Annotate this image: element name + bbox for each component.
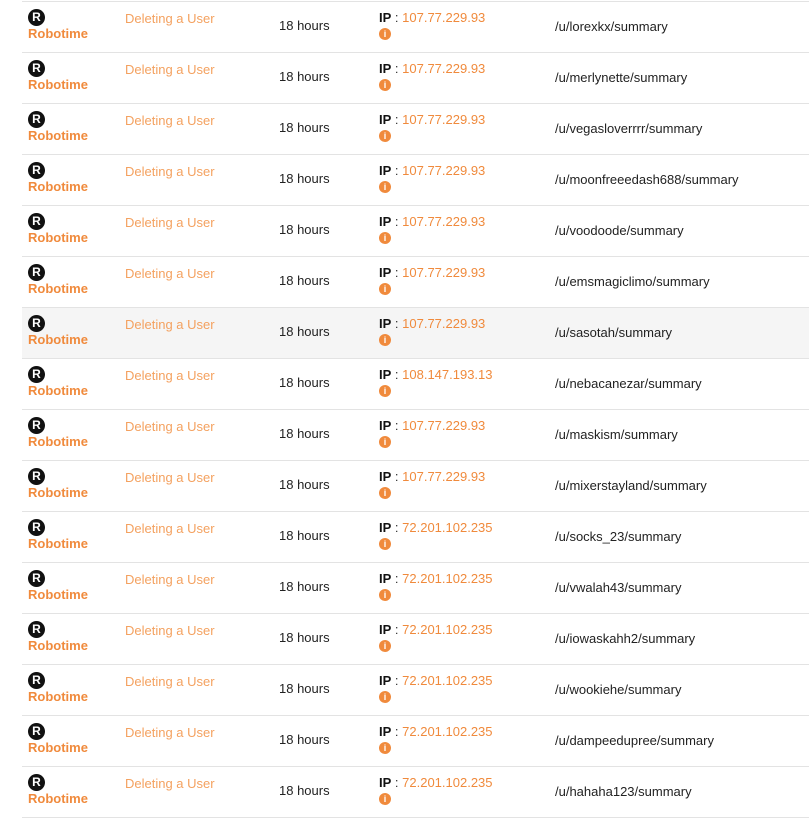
ip-address-link[interactable]: 107.77.229.93 — [402, 265, 486, 280]
info-icon[interactable]: i — [379, 691, 391, 703]
table-row — [22, 155, 809, 206]
action-link[interactable]: Deleting a User — [125, 623, 215, 638]
action-link[interactable]: Deleting a User — [125, 11, 215, 26]
ip-address-link[interactable]: 107.77.229.93 — [402, 112, 486, 127]
ip-address-link[interactable]: 108.147.193.13 — [402, 367, 493, 382]
actor-cell — [28, 570, 118, 602]
ip-cell: IP : 107.77.229.93 i — [379, 163, 486, 192]
ip-label: IP — [379, 673, 392, 688]
ip-cell: IP : 72.201.102.235 i — [379, 520, 493, 549]
time-ago: 18 hours — [279, 681, 330, 696]
user-summary-url[interactable]: /u/sasotah/summary — [555, 325, 673, 340]
robotime-logo-icon: R — [28, 213, 45, 230]
table-body — [22, 2, 809, 818]
time-ago: 18 hours — [279, 171, 330, 186]
ip-address-link[interactable]: 107.77.229.93 — [402, 316, 486, 331]
time-ago: 18 hours — [279, 630, 330, 645]
info-icon[interactable]: i — [379, 385, 391, 397]
actor-cell — [28, 723, 118, 755]
ip-label: IP — [379, 61, 392, 76]
actor-cell — [28, 774, 118, 806]
ip-cell: IP : 107.77.229.93 i — [379, 418, 486, 447]
robotime-logo-icon: R — [28, 774, 45, 791]
time-ago: 18 hours — [279, 732, 330, 747]
time-ago: 18 hours — [279, 426, 330, 441]
ip-cell: IP : 107.77.229.93 i — [379, 10, 486, 39]
ip-address-link[interactable]: 72.201.102.235 — [402, 622, 493, 637]
info-icon[interactable]: i — [379, 181, 391, 193]
ip-label: IP — [379, 214, 392, 229]
actor-cell — [28, 366, 118, 398]
info-icon[interactable]: i — [379, 793, 391, 805]
user-summary-url[interactable]: /u/vwalah43/summary — [555, 580, 682, 595]
actor-name: Robotime — [28, 128, 88, 143]
ip-label: IP — [379, 571, 392, 586]
info-icon[interactable]: i — [379, 436, 391, 448]
ip-label: IP — [379, 316, 392, 331]
actor-name: Robotime — [28, 689, 88, 704]
actor-name: Robotime — [28, 791, 88, 806]
info-icon[interactable]: i — [379, 232, 391, 244]
user-summary-url[interactable]: /u/wookiehe/summary — [555, 682, 682, 697]
robotime-logo-icon: R — [28, 672, 45, 689]
ip-cell: IP : 107.77.229.93 i — [379, 469, 486, 498]
ip-address-link[interactable]: 72.201.102.235 — [402, 673, 493, 688]
info-icon[interactable]: i — [379, 283, 391, 295]
action-link[interactable]: Deleting a User — [125, 317, 215, 332]
action-link[interactable]: Deleting a User — [125, 572, 215, 587]
time-ago: 18 hours — [279, 528, 330, 543]
action-link[interactable]: Deleting a User — [125, 368, 215, 383]
actor-cell — [28, 519, 118, 551]
actor-name: Robotime — [28, 434, 88, 449]
action-link[interactable]: Deleting a User — [125, 164, 215, 179]
actor-cell — [28, 60, 118, 92]
ip-address-link[interactable]: 107.77.229.93 — [402, 61, 486, 76]
info-icon[interactable]: i — [379, 334, 391, 346]
robotime-logo-icon: R — [28, 621, 45, 638]
ip-address-link[interactable]: 72.201.102.235 — [402, 520, 493, 535]
ip-label: IP — [379, 265, 392, 280]
ip-cell: IP : 107.77.229.93 i — [379, 214, 486, 243]
table-row — [22, 410, 809, 461]
table-row — [22, 461, 809, 512]
robotime-logo-icon: R — [28, 60, 45, 77]
ip-cell: IP : 108.147.193.13 i — [379, 367, 493, 396]
action-link[interactable]: Deleting a User — [125, 674, 215, 689]
robotime-logo-icon: R — [28, 111, 45, 128]
action-link[interactable]: Deleting a User — [125, 470, 215, 485]
robotime-logo-icon: R — [28, 366, 45, 383]
ip-cell: IP : 72.201.102.235 i — [379, 622, 493, 651]
actor-name: Robotime — [28, 281, 88, 296]
robotime-logo-icon: R — [28, 723, 45, 740]
table-row — [22, 614, 809, 665]
time-ago: 18 hours — [279, 273, 330, 288]
activity-log-table — [22, 1, 809, 818]
ip-label: IP — [379, 367, 392, 382]
table-row — [22, 206, 809, 257]
info-icon[interactable]: i — [379, 130, 391, 142]
action-link[interactable]: Deleting a User — [125, 725, 215, 740]
table-row — [22, 512, 809, 563]
ip-address-link[interactable]: 72.201.102.235 — [402, 724, 493, 739]
info-icon[interactable]: i — [379, 487, 391, 499]
robotime-logo-icon: R — [28, 468, 45, 485]
user-summary-url[interactable]: /u/hahaha123/summary — [555, 784, 692, 799]
action-link[interactable]: Deleting a User — [125, 521, 215, 536]
robotime-logo-icon: R — [28, 315, 45, 332]
actor-name: Robotime — [28, 230, 88, 245]
info-icon[interactable]: i — [379, 79, 391, 91]
actor-cell — [28, 417, 118, 449]
table-row — [22, 767, 809, 818]
info-icon[interactable]: i — [379, 538, 391, 550]
action-link[interactable]: Deleting a User — [125, 419, 215, 434]
robotime-logo-icon: R — [28, 570, 45, 587]
actor-name: Robotime — [28, 179, 88, 194]
actor-name: Robotime — [28, 26, 88, 41]
ip-label: IP — [379, 163, 392, 178]
ip-cell: IP : 107.77.229.93 i — [379, 112, 486, 141]
user-summary-url[interactable]: /u/lorexkx/summary — [555, 19, 668, 34]
ip-address-link[interactable]: 107.77.229.93 — [402, 469, 486, 484]
robotime-logo-icon: R — [28, 162, 45, 179]
table-row — [22, 53, 809, 104]
user-summary-url[interactable]: /u/vegasloverrrr/summary — [555, 121, 703, 136]
time-ago: 18 hours — [279, 579, 330, 594]
ip-address-link[interactable]: 107.77.229.93 — [402, 418, 486, 433]
table-row — [22, 2, 809, 53]
table-row — [22, 563, 809, 614]
action-link[interactable]: Deleting a User — [125, 113, 215, 128]
actor-name: Robotime — [28, 77, 88, 92]
time-ago: 18 hours — [279, 18, 330, 33]
ip-address-link[interactable]: 107.77.229.93 — [402, 214, 486, 229]
action-link[interactable]: Deleting a User — [125, 776, 215, 791]
ip-cell: IP : 72.201.102.235 i — [379, 673, 493, 702]
table-row — [22, 359, 809, 410]
ip-cell: IP : 107.77.229.93 i — [379, 61, 486, 90]
actor-name: Robotime — [28, 638, 88, 653]
user-summary-url[interactable]: /u/iowaskahh2/summary — [555, 631, 696, 646]
actor-name: Robotime — [28, 485, 88, 500]
robotime-logo-icon: R — [28, 264, 45, 281]
info-icon[interactable]: i — [379, 28, 391, 40]
actor-cell — [28, 213, 118, 245]
table-row — [22, 257, 809, 308]
ip-label: IP — [379, 775, 392, 790]
actor-name: Robotime — [28, 383, 88, 398]
actor-cell — [28, 162, 118, 194]
action-link[interactable]: Deleting a User — [125, 215, 215, 230]
ip-cell: IP : 107.77.229.93 i — [379, 316, 486, 345]
table-row — [22, 104, 809, 155]
actor-cell — [28, 468, 118, 500]
robotime-logo-icon: R — [28, 417, 45, 434]
time-ago: 18 hours — [279, 120, 330, 135]
actor-cell — [28, 315, 118, 347]
ip-address-link[interactable]: 72.201.102.235 — [402, 775, 493, 790]
action-link[interactable]: Deleting a User — [125, 62, 215, 77]
actor-cell — [28, 111, 118, 143]
user-summary-url[interactable]: /u/nebacanezar/summary — [555, 376, 702, 391]
user-summary-url[interactable]: /u/emsmagiclimo/summary — [555, 274, 710, 289]
actor-name: Robotime — [28, 536, 88, 551]
actor-cell — [28, 621, 118, 653]
user-summary-url[interactable]: /u/maskism/summary — [555, 427, 678, 442]
info-icon[interactable]: i — [379, 640, 391, 652]
info-icon[interactable]: i — [379, 742, 391, 754]
ip-label: IP — [379, 112, 392, 127]
actor-cell — [28, 672, 118, 704]
ip-label: IP — [379, 622, 392, 637]
time-ago: 18 hours — [279, 222, 330, 237]
table-row — [22, 308, 809, 359]
user-summary-url[interactable]: /u/moonfreeedash688/summary — [555, 172, 739, 187]
ip-label: IP — [379, 10, 392, 25]
table-row — [22, 665, 809, 716]
info-icon[interactable]: i — [379, 589, 391, 601]
actor-name: Robotime — [28, 332, 88, 347]
ip-label: IP — [379, 520, 392, 535]
user-summary-url[interactable]: /u/merlynette/summary — [555, 70, 688, 85]
actor-name: Robotime — [28, 587, 88, 602]
ip-label: IP — [379, 724, 392, 739]
robotime-logo-icon: R — [28, 519, 45, 536]
actor-name: Robotime — [28, 740, 88, 755]
ip-cell: IP : 72.201.102.235 i — [379, 724, 493, 753]
ip-label: IP — [379, 418, 392, 433]
user-summary-url[interactable]: /u/socks_23/summary — [555, 529, 682, 544]
user-summary-url[interactable]: /u/voodoode/summary — [555, 223, 684, 238]
actor-cell — [28, 264, 118, 296]
ip-address-link[interactable]: 107.77.229.93 — [402, 163, 486, 178]
user-summary-url[interactable]: /u/mixerstayland/summary — [555, 478, 707, 493]
time-ago: 18 hours — [279, 375, 330, 390]
time-ago: 18 hours — [279, 783, 330, 798]
ip-cell: IP : 72.201.102.235 i — [379, 571, 493, 600]
ip-cell: IP : 72.201.102.235 i — [379, 775, 493, 804]
ip-address-link[interactable]: 72.201.102.235 — [402, 571, 493, 586]
time-ago: 18 hours — [279, 69, 330, 84]
table-row — [22, 716, 809, 767]
robotime-logo-icon: R — [28, 9, 45, 26]
user-summary-url[interactable]: /u/dampeedupree/summary — [555, 733, 714, 748]
ip-label: IP — [379, 469, 392, 484]
action-link[interactable]: Deleting a User — [125, 266, 215, 281]
actor-cell — [28, 9, 118, 41]
time-ago: 18 hours — [279, 477, 330, 492]
time-ago: 18 hours — [279, 324, 330, 339]
ip-address-link[interactable]: 107.77.229.93 — [402, 10, 486, 25]
ip-cell: IP : 107.77.229.93 i — [379, 265, 486, 294]
